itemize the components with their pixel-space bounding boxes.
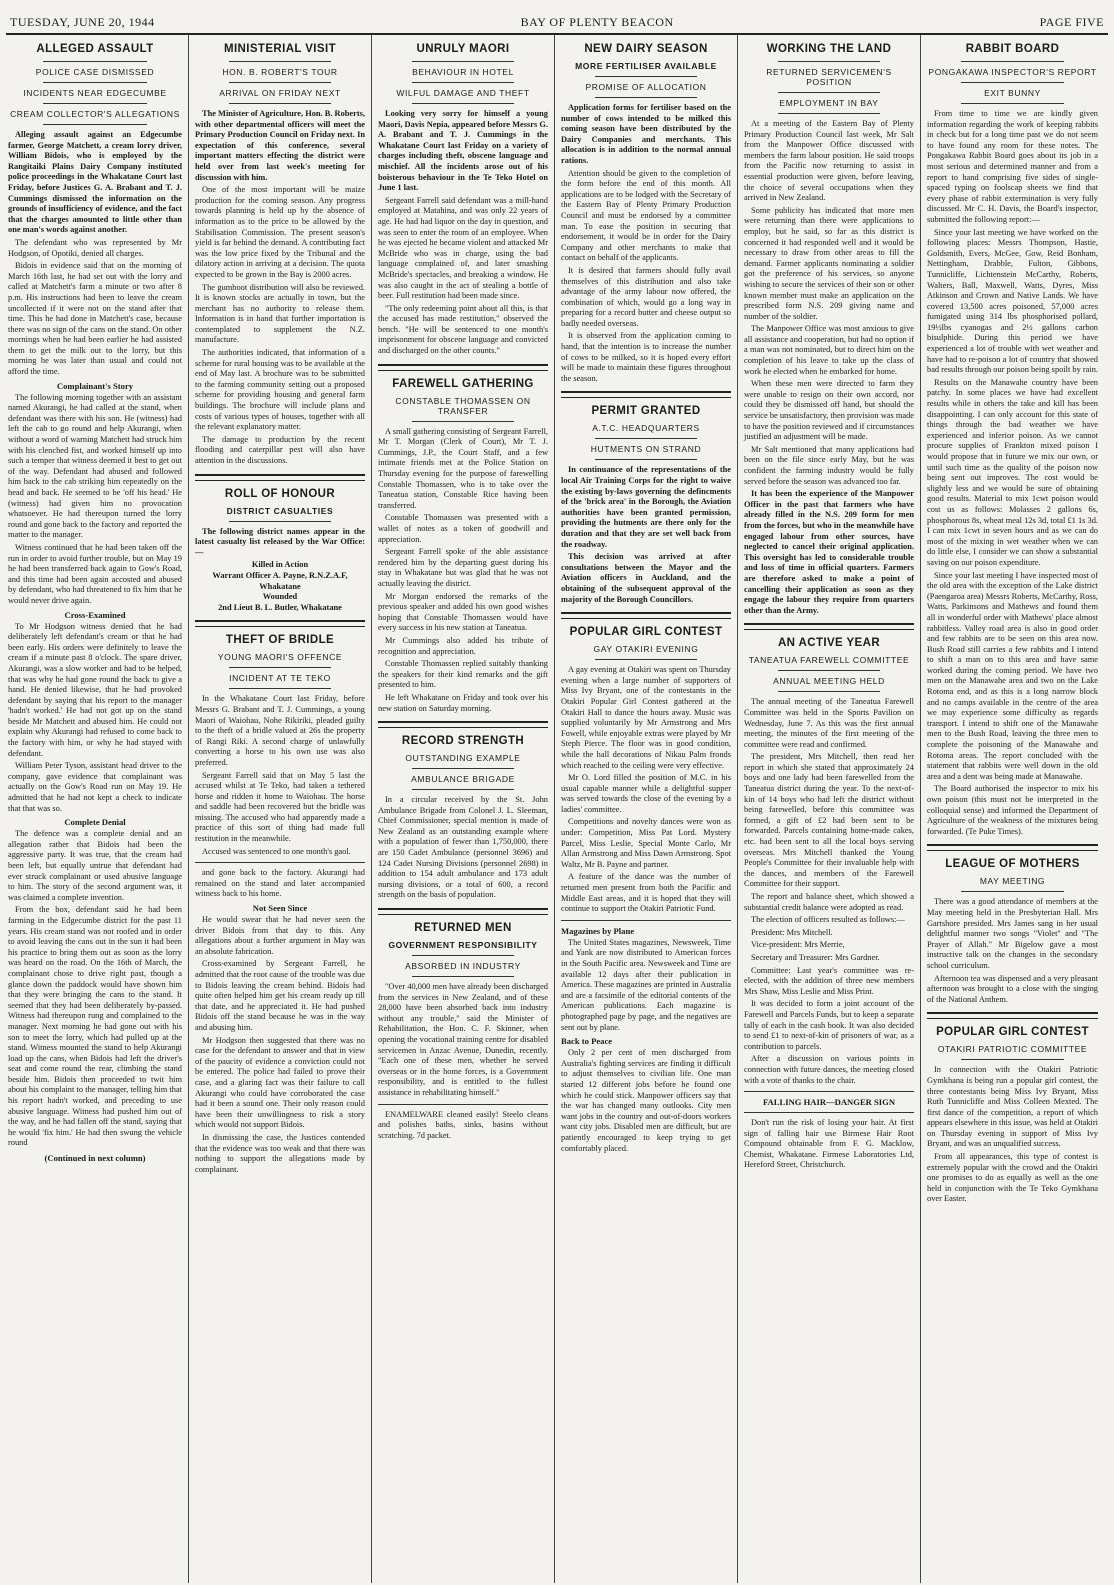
paragraph: A feature of the dance was the number of returned men present from both the Pacific and Middle East areas, and it is hoped that they will continue to support the Otakiri Patriotic Fund. xyxy=(561,872,731,914)
column-3 xyxy=(372,35,555,1583)
subhead: PROMISE OF ALLOCATION xyxy=(585,82,707,92)
paragraph: It has been the experience of the Manpower Officer in the past that farmers who have already filled in the N.S. 209 form for men from the forces, but who in the meanwhile have engaged labour from other sources, have neglected to cancel their original application. This oversight has led to considerable trouble and loss of time in official quarters. Farmers are therefore asked to make a point of cancelling their application as soon as they engage the labour they require from quarters other than the Army. xyxy=(744,489,914,615)
section-divider xyxy=(378,908,548,915)
section-divider xyxy=(378,364,548,371)
paragraph: Sergeant Farrell said that on May 5 last the accused whilst at Te Teko, had taken a tethered horse and ridden it home to Waiohau. The horse and saddle had been recovered but the bridle was missing. The accused who had apparently made a practice of this sort of thing had made full restitution in the meanwhile. xyxy=(195,770,365,844)
paragraph: He would swear that he had never seen the driver Bidois from that day to this. Any allegations about a further argument in May was an absolute fabrication. xyxy=(195,915,365,956)
subhead: EXIT BUNNY xyxy=(984,88,1041,98)
paragraph: A small gathering consisting of Sergeant Farrell, Mr T. Morgan (Clerk of Court), Mr T. J. Cummings, J.P., the Court Staff, and a few intimate friends met at the Police Station on Thursday evening for the purpose of farewelling Constable Thomassen, who is to take over the Taneatua station, Constable Rice having been transferred. xyxy=(378,426,548,510)
paragraph: The report and balance sheet, which showed a substantial credit balance were adopted as read. xyxy=(744,892,914,912)
section-heading: Complainant's Story xyxy=(56,380,134,391)
headline-ministerial-visit: MINISTERIAL VISIT xyxy=(223,43,336,55)
paragraph: "Over 40,000 men have already been discharged from the services in New Zealand, and of these 28,000 have been absorbed back into industry without any trouble," said the Minister of Rehabilitation, the Hon. C. F. Skinner, when opening the vocational training centre for disabled servicemen in Anzac Avenue, Dunedin, recently. "Each one of these men, whether he served overseas or in the home forces, is a Government responsibility, and is entitled to the fullest assistance in rehabilitating himself." xyxy=(378,982,548,1097)
section-divider xyxy=(561,391,731,398)
paragraph: Committee: Last year's committee was re-elected, with the addition of three new members Mrs Shaw, Miss Leslie and Miss Print. xyxy=(744,965,914,996)
paragraph: From all appearances, this type of contest is extremely popular with the crowd and the Otakiri one promises to do as equally as well as the one held in conjunction with the Te Teko Gymkhana over Easter. xyxy=(927,1152,1098,1204)
subhead: GOVERNMENT RESPONSIBILITY xyxy=(388,940,538,951)
subhead: TANEATUA FAREWELL COMMITTEE xyxy=(748,655,910,666)
columns xyxy=(6,35,1108,1583)
section-heading: Not Seen Since xyxy=(252,903,308,914)
paragraph: Constable Thomassen was presented with a wallet of notes as a token of goodwill and appreciation. xyxy=(378,513,548,544)
paragraph: Since your last meeting we have worked on the following places: Messrs Thompson, Hastie, Goldsmith, Evers, McGee, Gow, Reid Bonham, Nettingham, Drabble, Fulton, Gibbons, Tunnicliffe, Lichtenstein McCarthy, Roberts, Walters, Ball, Maxwell, Watts, Dyres, Miss Atkinson and Crown and Native Lands. We have covered 13,500 acres poisoned, 57,000 acres fumigated using 314 lbs phosphorised pollard, 19½lbs cyanogas and 2½ gallons carbon bisulphide. During this period we have experienced a lot of trouble with wet weather and have had to re-poison a lot of country that showed bad results through our poison being spoilt by rain. xyxy=(927,227,1098,375)
headline-popular-girl-contest: POPULAR GIRL CONTEST xyxy=(936,1026,1089,1039)
paragraph: Cross-examined by Sergeant Farrell, he admitted that the root cause of the trouble was due to Bidois leaving the cream behind. Bidois had quite often helped him get his cream ready up till that date, and he appreciated it. He had pushed Bidois off the stand because he was in the way and abusing him. xyxy=(195,959,365,1032)
paragraph: It is desired that farmers should fully avail themselves of this distribution and also take advantage of the army labour now offered, the combination of which, would go a long way in preparing for a record butter and cheese output so badly needed overseas. xyxy=(561,265,731,328)
subhead: A.T.C. HEADQUARTERS xyxy=(592,423,700,434)
headline-alleged-assault: ALLEGED ASSAULT xyxy=(36,43,154,55)
article-lead: Alleging assault against an Edgecumbe farmer, George Matchett, a cream lorry driver, William Bidois, who is employed by the Rangitaiki Plains Dairy Company instituted police proceedings in the Whakatane Court last Friday, before Justices G. A. Brabant and T. J. Cummings dismissed the information on the grounds of insufficiency of evidence, and the fact that the charges amounted to little other than one man's words against another. xyxy=(8,130,182,235)
paragraph: He left Whakatane on Friday and took over his new station on Saturday morning. xyxy=(378,692,548,713)
subhead: YOUNG MAORI'S OFFENCE xyxy=(217,652,343,663)
section-divider xyxy=(195,620,365,627)
subhead: HON. B. ROBERT'S TOUR xyxy=(222,67,338,77)
section-divider xyxy=(195,474,365,481)
subhead: OTAKIRI PATRIOTIC COMMITTEE xyxy=(937,1044,1088,1055)
subhead: DISTRICT CASUALTIES xyxy=(226,505,334,516)
subhead: GAY OTAKIRI EVENING xyxy=(593,644,699,655)
paragraph: Mr O. Lord filled the position of M.C. in his usual capable manner while a delightful supper was served towards the close of the evening by a ladies' committee. xyxy=(561,773,731,814)
paragraph: Witness continued that he had been taken off the run in order to avoid further trouble, but on May 19 he had been transferred back again to Gow's Road, and this time had been again accosted and abused by defendant, who had threatened to fix him that he would never drive again. xyxy=(8,542,182,605)
paragraph: Accused was sentenced to one month's gaol. xyxy=(202,846,351,856)
advertisement: ENAMELWARE cleaned easily! Steelo cleans and polishes baths, sinks, basins without scratching. 7d packet. xyxy=(378,1109,548,1140)
paragraph: Mr Salt mentioned that many applications had been on the file since early May, but he was confident the farming industry would be fully served before the season was advanced too far. xyxy=(744,444,914,486)
headline-permit-granted: PERMIT GRANTED xyxy=(591,405,701,418)
advertisement: Don't run the risk of losing your hair. At first sign of falling hair use Birmese Hair Root Compound obtainable from F. G. Macklow, Chemist, Whakatane. Firmese Laboratories Ltd, Hereford Street, Christchurch. xyxy=(744,1118,914,1170)
column-5 xyxy=(738,35,921,1583)
paragraph: Attention should be given to the completion of the form before the end of this month. All applications are to be lodged with the Secretary of the Eastern Bay of Plenty Primary Production Council and must be endorsed by a committee man. To ease the position in securing that endorsement, it would be in order for the Dairy Company and other merchants to make that contact on behalf of the applicants. xyxy=(561,168,731,263)
subhead: MORE FERTILISER AVAILABLE xyxy=(575,61,717,71)
paragraph: There was a good attendance of members at the May meeting held in the Presbyterian Hall. Mrs Gartshore presided. Mrs James sang in her usual delightful manner two songs "Violet" and "The Prayer of Allah." Mr Bigelow gave a most instructive talk on the changes in the secondary school curriculum. xyxy=(927,897,1098,970)
headline-record-strength: RECORD STRENGTH xyxy=(401,735,525,748)
paragraph: Since your last meeting I have inspected most of the old area with the exception of the Lake district (Paengaroa area) Messrs Roberts, McCarthy, Ross, Watts, Parkinsons and Mathews and found them all in wonderful order with Mathews' place almost rabbitless. Valley road area is also in good order and few rabbits are to be seen on this area now. Bush Road still carries a few rabbits and I intend to shift a man on to this area and have same worked during the coming period. We have two men on the Manawahe area and two on the Lake Rotoma end, and as this is a long narrow block and no camps available in the centre of the area we may experience some difficulty as regards transport. I intend to shift one of the Manawahe men to the Bush Road, leaving the three men to complete the poisoning of the Manawahe and Rotoma areas. The report concluded with the statement that rabbits were well down in the old area and a dent was being made at Manawahe. xyxy=(927,570,1098,781)
article-lead: Application forms for fertiliser based on the number of cows intended to be milked this coming season have been distributed by the Dairy Companies and merchants. This allocation is in addition to the normal annual rations. xyxy=(561,103,731,165)
subhead: WILFUL DAMAGE AND THEFT xyxy=(396,88,530,98)
column-6 xyxy=(921,35,1104,1583)
subhead: RETURNED SERVICEMEN'S POSITION xyxy=(766,67,892,87)
section-divider xyxy=(927,1012,1098,1019)
paragraph: The president, Mrs Mitchell, then read her report in which she stated that approximately 24 boys and one lady had been farewelled from the Taneatua district during the year. To the next-of-kin of 14 boys who had left the district without being farewelled, before this committee was formed, a gift of £2 had been sent to be forwarded. Parcels containing home-made cakes, etc. had been sent to all the local boys serving overseas. Mrs Mitchell thanked the Young People's Committee for their invaluable help with the dances, and members of the Farewell Committee for their support. xyxy=(744,752,914,889)
article-lead: In continuance of the representations of the local Air Training Corps for the right to waive the existing by-laws governing the defincments of the 'brick area' in the Borough, the Aviation authorities have been granted permission, providing the hutments are there only for the duration and that they are set well back from the roadway. xyxy=(561,465,731,549)
continued-note: (Continued in next column) xyxy=(44,1153,146,1164)
subhead: AMBULANCE BRIGADE xyxy=(411,774,515,785)
column-1 xyxy=(6,35,189,1583)
paragraph: It is observed from the application coming to hand, that the intention is to increase the number of cows to be milked, so it is hoped every effort will be made to maintain these figures throughout the season. xyxy=(561,331,731,383)
paragraph: The defendant who was represented by Mr Hodgson, of Opotiki, denied all charges. xyxy=(8,237,182,258)
paragraph: This decision was arrived at after consultations between the Mayor and the Aviation officers in Auckland, and the obtaining of the subsequent approval of the majority of the Borough Councillors. xyxy=(561,552,731,604)
headline-returned-men: RETURNED MEN xyxy=(414,922,512,935)
paragraph: In the Whakatane Court last Friday, before Messrs G. Brabant and T. J. Cummings, a young Maori of Waiohau, Nohe Rikiriki, pleaded guilty to the theft of a bridle valued at 26s the property of Rangi Riki. A second charge of unlawfully converting a horse to his own use was also preferred. xyxy=(195,694,365,767)
paragraph: It was decided to form a joint account of the Farewell and Parcels Funds, but to keep a separate tally of each in the cash book. It was also decided to send £1 to next-of-kin of prisoners of war, as a contribution to parcels. xyxy=(744,999,914,1051)
headline-roll-of-honour: ROLL OF HONOUR xyxy=(224,487,336,500)
casualty-list xyxy=(195,560,365,613)
paragraph: Only 2 per cent of men discharged from Australia's fighting services are finding it difficult to adjust themselves to civilian life. One man started 12 different jobs before he found one which he could stick. Manpower officers say that the war has changed many outlooks. City men want jobs in the country and out-of-doors workers want city jobs. Disabled men are difficult, but are patiently encouraged to keep trying to get comfortably placed. xyxy=(561,1048,731,1153)
subhead: MAY MEETING xyxy=(979,876,1046,887)
paragraph: In dismissing the case, the Justices contended that the evidence was too weak and that there was nothing to support the allegations made by complainant. xyxy=(195,1132,365,1174)
subhead: ARRIVAL ON FRIDAY NEXT xyxy=(219,88,341,98)
casualty-category: Killed in Action xyxy=(251,560,309,570)
officer-line: President: Mrs Mitchell. xyxy=(751,927,833,937)
article-lead: The Minister of Agriculture, Hon. B. Roberts, with other departmental officers will meet the Primary Production Council on Friday next. In expectation of this conference, several important matters effecting the district were held over from last week's meeting for discussion with him. xyxy=(195,109,365,182)
subhead: CREAM COLLECTOR'S ALLEGATIONS xyxy=(10,109,180,119)
section-divider xyxy=(744,623,914,630)
subhead: INCIDENT AT TE TEKO xyxy=(229,673,331,684)
paragraph: The authorities indicated, that information of a scheme for rural housing was to be available at the end of May last. A brochure was to be submitted to the farming community setting out a proposed scheme for providing housing and general farm buildings. The brochure will include plans and costs of various types of houses, together with all the relevant explanatory matter. xyxy=(195,348,365,432)
subhead: CONSTABLE THOMASSEN ON TRANSFER xyxy=(395,395,531,416)
paragraph: and gone back to the factory. Akurangi had remained on the stand and later accompanied witness back to his home. xyxy=(195,868,365,899)
section-divider xyxy=(378,721,548,728)
paragraph: The annual meeting of the Taneatua Farewell Committee was held in the Sports Pavilion on Wednesday, June 7. As this was the first annual meeting, the minutes of the first meeting of the committee were read and confirmed. xyxy=(744,697,914,749)
paragraph: Sergeant Farrell spoke of the able assistance rendered him by the departing guest during his stay in Whakatane but was glad that he was not actually leaving the district. xyxy=(378,547,548,588)
subhead: PONGAKAWA INSPECTOR'S REPORT xyxy=(928,67,1097,77)
page-number: PAGE FIVE xyxy=(1039,15,1104,29)
subhead: INCIDENTS NEAR EDGECUMBE xyxy=(23,88,167,98)
paragraph: The Manpower Office was most anxious to give all assistance and cooperation, but had no option if a man was not nominated, but to direct him on the completion of his leave to take up the class of work he elected when he embarked for home. xyxy=(744,324,915,376)
paragraph: In a circular received by the St. John Ambulance Brigade from Colonel J. L. Sleeman, Chief Commissioner, special mention is made of New Zealand as an outstanding example where with a population of fewer than 1,750,000, there are 150 Cadet Ambulance (personnel 3696) and 124 Cadet Nursing Divisions (personnel 2698) in addition to 154 adult ambulance and 173 adult nursing divisions, or a total of 600, a record strength on the basis of population. xyxy=(378,795,548,900)
paragraph: "The only redeeming point about all this, is that the accused has made restitution," observed the bench. "He will be sentenced to one month's imprisonment for obscene language and convicted and discharged on the other counts." xyxy=(378,303,548,356)
paragraph: The election of officers resulted as follows:— xyxy=(751,915,905,925)
paragraph: In connection with the Otakiri Patriotic Gymkhana is being run a popular girl contest, the three contestants being Miss Ivy Bryant, Miss Ruth Tunnicliffe and Miss Colleen Mexted. The first dance of the competition, a report of which appears elsewhere in this issue, was held at Otakiri on Thursday evening in support of Miss Ivy Bryant, and was an unqualified success. xyxy=(927,1065,1098,1149)
paragraph: A gay evening at Otakiri was spent on Thursday evening when a large number of supporters of Miss Ivy Bryant, one of the contestants in the Otakiri Popular Girl Contest gathered at the Otakiri Hall to dance the hours away. Music was supplied voluntarily by Mr Armstrong and Mrs Fowell, while enjoyable extras were played by Mr Steph Pierce. The floor was in good condition, while the hall decorations of Nikau Palm fronds which reached to the ceiling were very effective. xyxy=(561,665,731,770)
section-heading: Complete Denial xyxy=(64,817,126,828)
section-heading: FALLING HAIR—DANGER SIGN xyxy=(762,1097,896,1108)
headline-an-active-year: AN ACTIVE YEAR xyxy=(777,637,881,650)
article-lead: Looking very sorry for himself a young Maori, Davis Nepia, appeared before Messrs G. A. Brabant and T. J. Cummings in the Whakatane Court last Friday on a variety of charges including theft, obscene language and mischief. All the incidents arose out of his boisterous behaviour in the Te Teko Hotel on June 1 last. xyxy=(378,109,548,193)
column-2 xyxy=(189,35,372,1583)
paragraph: Sergeant Farrell said defendant was a mill-hand employed at Matahina, and was only 22 years of age. He had had liquor on the day in question, and was seen to enter the room of an employee. When he was ejected he became violent and attacked Mr McBride who was in charge, using the bad language complained of, and later smashing McBride's spectacles, and breaking a window. He was also caught in the act of stealing a bottle of beer. Full restitution had been made since. xyxy=(378,195,548,301)
paragraph: At a meeting of the Eastern Bay of Plenty Primary Production Council last week, Mr Salt from the Manpower Office discussed with members the farm labour position. He said troops from the Pacific now returning to assist in essential production were given, before leaving, the choice of several occupations when they arrived in New Zealand. xyxy=(744,119,914,203)
section-divider xyxy=(927,844,1098,851)
subhead: OUTSTANDING EXAMPLE xyxy=(405,753,521,764)
officer-line: Secretary and Treasurer: Mrs Gardner. xyxy=(751,952,880,962)
issue-date: TUESDAY, JUNE 20, 1944 xyxy=(10,15,155,29)
section-heading: Cross-Examined xyxy=(64,609,126,620)
paragraph: Competitions and novelty dances were won as under: Competition, Miss Pat Lord. Mystery Parcel, Miss Leslie, Special Monte Carlo, Mr Allan Armstrong and Miss Dawn Armstrong. Spot Waltz, Mr B. Payne and partner. xyxy=(561,817,731,869)
paragraph: The United States magazines, Newsweek, Time and Yank are now distributed to American forces in the South Pacific area. Newsweek and Time are available 12 days after their publication in America. These magazines are printed in Australia and are a facsimile of the editorial contents of the American publications. Each magazine is photographed page by page, and the negatives are sent out by plane. xyxy=(561,937,731,1032)
paragraph: When these men were directed to farm they were unable to resign on their own accord, nor could they be dismissed off hand, but should the service be unsatisfactory, then provision was made to have the position reviewed and if circumstances justified an adjustment will be made. xyxy=(744,379,914,442)
headline-league-of-mothers: LEAGUE OF MOTHERS xyxy=(945,858,1080,871)
subhead: HUTMENTS ON STRAND xyxy=(590,444,702,455)
paragraph: From the box, defendant said he had been farming in the Edgecumbe district for the past 11 years. His cream stand was not roofed and in order to avoid leaving the cans out in the sun it had been his practice to bring them out as soon as the lorry was heard on the road. On the 16th of March, the complainant chose to drive right past, though a glance down the paddock would have shown him that they were bringing the cans to the stand. It seemed that they had been deliberately by-passed. Witness had thereupon rung and complained to the manager. Next morning he had gone out with his son to meet the lorry, which had pulled up at the stand. Witness mounted the stand to help Akurangi load up the cans, when Bidois had left the driver's seat and come round the rear, climbing the stand beside him. Bidois then proceeded to twit him about his complaint to the manager, telling him that his report hadn't worked, and preceding to use abusive language. Witness had pushed him out of the way, and he had fallen off the stand, saying that he would 'fix him.' He had then swung the vehicle round xyxy=(8,905,182,1148)
headline-farewell-gathering: FAREWELL GATHERING xyxy=(392,377,534,390)
casualty-name: Warrant Officer A. Payne, R.N.Z.A.F, Whakatane xyxy=(212,570,348,591)
paper-title: BAY OF PLENTY BEACON xyxy=(520,15,674,29)
subhead: BEHAVIOUR IN HOTEL xyxy=(412,67,514,77)
paragraph: The gumboot distribution will also be reviewed. It is known stocks are actually in town, but the merchant has no authority to release them. Information is in hand that further importation is contemplated to supplement the N.Z. manufacture. xyxy=(195,282,365,345)
headline-new-dairy-season: NEW DAIRY SEASON xyxy=(584,43,708,55)
paragraph: Mr Cummings also added his tribute of recognition and appreciation. xyxy=(378,635,548,656)
headline-unruly-maori: UNRULY MAORI xyxy=(416,43,510,55)
casualty-category: Wounded xyxy=(262,592,298,602)
paragraph: Results on the Manawahe country have been patchy. In some places we have had excellent results while in others the take and kill has been disappointing. I can only account for this state of things through the bad weather we have experienced and inferior poison. As we cannot procure supplies of Frankton mixed poison I would propose that in future we mix our own, or until such time as the quality of the poison now being sent out improves. The cost would be slightly less and we would be sure of obtaining good results. Material to mix 1cwt poison would cost us as follows: Molasses 2 gallons 6s, phosphorous 8s, wheat meal 12s 3d, total £1 1s 3d. I can mix 1cwt in seven hours and as we can do most of the mixing in wet weather when we can do little else, I consider we can show a substantial saving on our poison expenditure. xyxy=(927,377,1098,567)
section-heading: Magazines by Plane xyxy=(561,925,635,936)
paragraph: The following morning together with an assistant named Akurangi, he had called at the stand, when defendant was there with his son. He (witness) had left the cab to go round and help Akurangi, when without a word of warning Matchett had struck him with his clenched fist, and worked himself up into such a temper that witness deemed it best to get out of the way. Defendant had abused and followed him back to the cab striking him repeatedly on the head and back. He seemed to be 'off his head.' He (witness) had given him no provocation whatsoever. He had thereupon turned the lorry round and gone back to the factory and reported the matter to the manager. xyxy=(8,392,182,540)
column-4 xyxy=(555,35,738,1583)
headline-working-the-land: WORKING THE LAND xyxy=(766,43,892,55)
paragraph: To Mr Hodgson witness denied that he had deliberately left defendant's cream or that he had been early. His orders were definitely to leave the cream if a minute past 8 o'clock. The spare driver, Akurangi, was a slow worker and had to be helped, that was why he had gone round the back to give a hand. He denied likewise, that he had provoked defendant by saying that his report to the manager 'hadn't worked.' He had not got up on the stand beside Mr Matchett and abused him. He could not explain why Akurangi had refused to come back to the factory with him, or why he had stayed with defendant. xyxy=(8,621,182,758)
page-header xyxy=(6,0,1108,35)
section-divider xyxy=(561,612,731,619)
subhead: POLICE CASE DISMISSED xyxy=(35,67,155,77)
paragraph: The defence was a complete denial and an allegation rather that Bidois had been the aggressive party. It was true, that the cream had been left, but equally untrue that defendant had ever struck complainant or used abusive language to him. The story of the second argument was, it was claimed a complete invention. xyxy=(8,829,182,902)
paragraph: Mr Hodgson then suggested that there was no case for the defendant to answer and that in view of the paucity of evidence a conviction could not be entered. The police had failed to prove their case, and a glaring fact was their failure to call Akurangi who could have corroborated the case had it been a sound one. Their only reason could have been their unwillingness to risk a story which would not support Bidois. xyxy=(195,1035,365,1130)
officer-line: Vice-president: Mrs Merrie, xyxy=(751,940,845,950)
paragraph: The Board authorised the inspector to mix his own poison (this must not be interpreted in the colloquial sense) and informed the Department of Agriculture of the weakness of the mixtures being forwarded. (Te Puke Times). xyxy=(927,784,1098,836)
paragraph: Bidois in evidence said that on the morning of March 16th last, he had set out with the lorry and called at Matchett's farm a minute or two after 8 p.m. His instructions had been to leave the cream uncollected if it were not on the stand after that time. This he had done in Matchett's case, because there was no sign of the cans on the stand. On other mornings when he had been earlier he had assisted them to get the milk out to the lorry, but this morning he was later than usual and could not afford the time. xyxy=(8,261,182,377)
paragraph: Afternoon tea was dispensed and a very pleasant afternoon was brought to a close with the singing of the National Anthem. xyxy=(927,973,1098,1004)
paragraph: Constable Thomassen replied suitably thanking the speakers for their kind remarks and the gift presented to him. xyxy=(378,659,548,690)
article-lead: The following district names appear in the latest casualty list released by the War Office:— xyxy=(195,526,365,557)
paragraph: From time to time we are kindly given information regarding the work of keeping rabbits in check but for a long time past we do not seem to have found any room for these notes. The Pongakawa Rabbit Board goes about its job in a most serious and determined manner and from a report to hand comprising five sides of single-spaced typing on foolscap sheets we find that every phase of rabbit extermination is very fully discussed. Mr C. H. Davis, the Board's inspector, submitted the following report:— xyxy=(927,109,1098,224)
paragraph: Mr Morgan endorsed the remarks of the previous speaker and added his own good wishes hoping that Constable Thomassen would have every success in his new station at Taneatua. xyxy=(378,591,548,633)
headline-rabbit-board: RABBIT BOARD xyxy=(965,43,1060,55)
headline-popular-girl-contest: POPULAR GIRL CONTEST xyxy=(569,626,723,639)
subhead: ABSORBED IN INDUSTRY xyxy=(405,961,521,972)
headline-theft-of-bridle: THEFT OF BRIDLE xyxy=(225,634,335,647)
paragraph: One of the most important will be maize production for the coming season. Any progress towards planning is held up by the absence of information as to the price to be allowed by the Stabilisation Commission. The present season's yield is far behind the demand. A contributing fact was the low price fixed by the Tribunal and the dilatory action in arriving at a decision. The quota expected to be grown in the Bay is 2000 acres. xyxy=(195,185,365,279)
paragraph: After a discussion on various points in connection with future dances, the meeting closed with a vote of thanks to the chair. xyxy=(744,1054,914,1085)
paragraph: The damage to production by the recent flooding and caterpillar pest will also have attention in the discussions. xyxy=(195,434,365,465)
paragraph: William Peter Tyson, assistant head driver to the company, gave evidence that complainant was actually on the Gow's Road run on May 19. He admitted that he had not kept a check to indicate that that was so. xyxy=(8,761,182,813)
section-heading: Back to Peace xyxy=(561,1036,613,1047)
casualty-name: 2nd Lieut B. L. Butler, Whakatane xyxy=(218,602,342,612)
subhead: EMPLOYMENT IN BAY xyxy=(779,98,879,108)
paragraph: Some publicity has indicated that more men were returning than there were applications to employ, but he said, so far as this district is concerned it had responded well and it would be necessary to draw from other areas to fill the demand. Farmer applicants nominating a soldier got the preference of his services, so anyone wishing to secure the services of their son or other known member must make an application on the prescribed form N.S. 209 giving name and number of the soldier. xyxy=(744,205,914,321)
subhead: ANNUAL MEETING HELD xyxy=(773,676,885,687)
